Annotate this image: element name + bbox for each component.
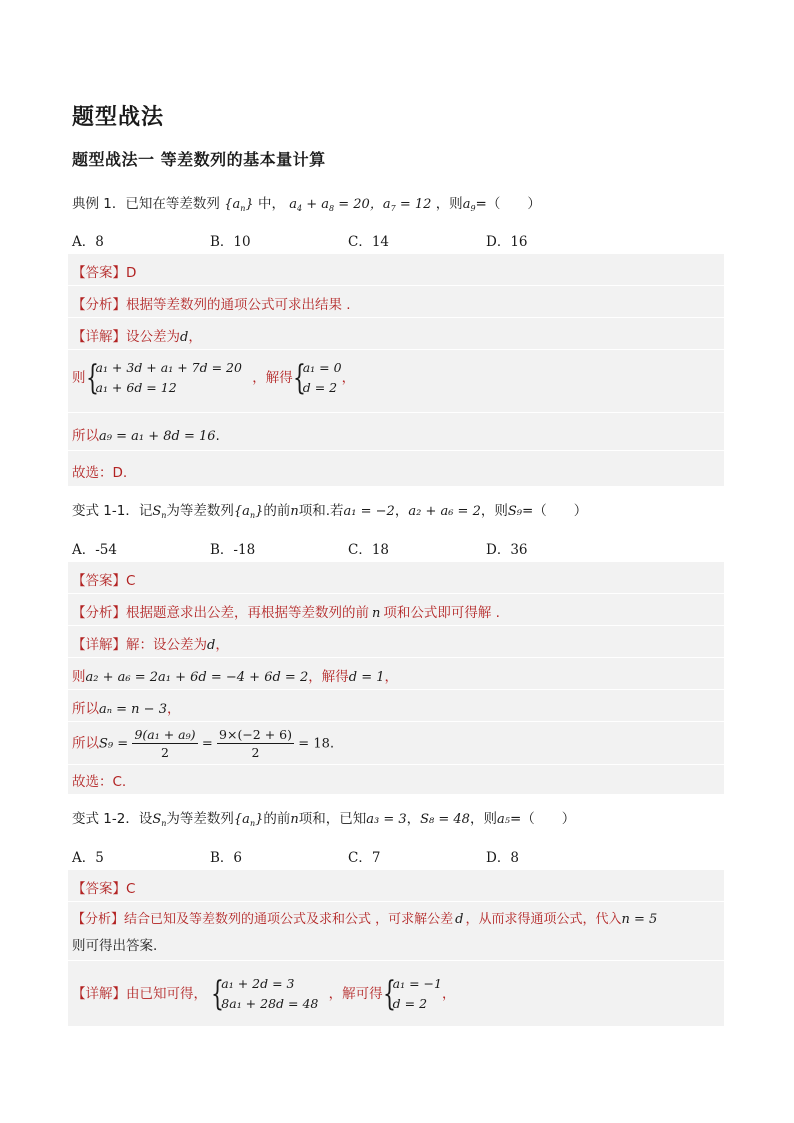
- equation-system: { a₁ + 2d = 3 8a₁ + 28d = 48: [211, 974, 319, 1014]
- answer-row: 【答案】C: [72, 573, 136, 589]
- stem-text: ，则: [435, 196, 463, 212]
- option-c[interactable]: C．7: [348, 850, 381, 866]
- section-heading: 题型战法一 等差数列的基本量计算: [72, 150, 326, 169]
- answer-value: C: [126, 881, 136, 897]
- page-title: 题型战法: [72, 105, 165, 130]
- detail-row-4: 所以S₉ = $\frac{\text{9(a₁ + a₉)}}{2}$ = $\frac{9\times(-2 + 6)}{2}$ = 18.: [72, 727, 335, 760]
- sequence-symbol: $\{a_n\}$: [233, 812, 264, 828]
- problem-2-solution-box: [68, 562, 724, 794]
- stem-text: 中，: [257, 196, 285, 212]
- problem-1-solution-box: [68, 254, 724, 486]
- detail-row-3: 所以a₉ = a₁ + 8d = 16.: [72, 428, 220, 444]
- option-a[interactable]: A．8: [72, 234, 104, 250]
- problem-3-stem: 变式 1-2．设$S_n$为等差数列$\{a_n\}$的前n项和，已知a₃ = 3，S₈ = 48，则a₅=（ ）: [72, 811, 576, 828]
- solution-system: { a₁ = 0 d = 2: [292, 358, 342, 398]
- option-c[interactable]: C．18: [348, 542, 390, 558]
- sum-symbol: $S_n$: [152, 812, 167, 828]
- equation-system: { a₁ + 3d + a₁ + 7d = 20 a₁ + 6d = 12: [85, 358, 242, 398]
- sum-symbol: $S_n$: [152, 504, 167, 520]
- solution-system: { a₁ = −1 d = 2: [382, 974, 442, 1014]
- problem-2-stem: 变式 1-1．记$S_n$为等差数列$\{a_n\}$的前n项和.若a₁ = −2，a₂ + a₆ = 2，则S₉=（ ）: [72, 503, 588, 520]
- analysis-row: 【分析】根据等差数列的通项公式可求出结果 .: [72, 297, 351, 313]
- analysis-row: 【分析】根据题意求出公差，再根据等差数列的前 n 项和公式即可得解 .: [72, 605, 500, 621]
- option-d[interactable]: D．8: [486, 850, 519, 866]
- option-b[interactable]: B．-18: [210, 542, 256, 558]
- detail-row-2: 则a₂ + a₆ = 2a₁ + 6d = −4 + 6d = 2，解得d = 1，: [72, 669, 398, 685]
- analysis-row: 【分析】结合已知及等差数列的通项公式及求和公式 ，可求解公差 d ，从而求得通项公式，代入n = 5: [72, 912, 658, 927]
- detail-row-1: 【详解】解：设公差为d，: [72, 637, 229, 653]
- answer-value: C: [126, 573, 136, 589]
- option-d[interactable]: D．36: [486, 542, 528, 558]
- choose-row: 故选：C.: [72, 774, 127, 790]
- ask-symbol: $a_9$: [462, 197, 476, 213]
- stem-text: =（ ）: [475, 196, 541, 212]
- detail-row-1: 【详解】设公差为d，: [72, 329, 202, 345]
- option-a[interactable]: A．5: [72, 850, 104, 866]
- detail-row-1: 【详解】由已知可得， { a₁ + 2d = 3 8a₁ + 28d = 48 ，解可得 { a₁ = −1 d = 2 ，: [72, 974, 456, 1014]
- sequence-symbol: $\{a_n\}$: [233, 504, 264, 520]
- option-b[interactable]: B．10: [210, 234, 251, 250]
- stem-text: 典例 1．已知在等差数列: [72, 196, 220, 212]
- option-c[interactable]: C．14: [348, 234, 390, 250]
- problem-1-stem: [72, 192, 541, 213]
- condition-1: $a_4 + a_8 = 20$: [289, 197, 370, 213]
- option-b[interactable]: B．6: [210, 850, 243, 866]
- problem-3-solution-box: [68, 870, 724, 1026]
- choose-row: 故选：D.: [72, 465, 128, 481]
- fraction-2: $\frac{9\times(-2 + 6)}{2}$: [219, 727, 292, 760]
- answer-value: D: [126, 265, 137, 281]
- answer-row: 【答案】C: [72, 881, 136, 897]
- detail-row-3: 所以aₙ = n − 3，: [72, 701, 181, 717]
- detail-row-2: 则 { a₁ + 3d + a₁ + 7d = 20 a₁ + 6d = 12 ，解得 { a₁ = 0 d = 2 ，: [72, 358, 356, 398]
- condition-2: ，$a_7 = 12$: [369, 197, 432, 213]
- sequence-symbol: $\{a_n\}$: [224, 197, 254, 213]
- option-a[interactable]: A．-54: [72, 542, 117, 558]
- analysis-row-continued: 则可得出答案.: [72, 938, 158, 954]
- fraction-1: $\frac{\text{9(a₁ + a₉)}}{2}$: [134, 727, 196, 760]
- option-d[interactable]: D．16: [486, 234, 528, 250]
- answer-row: 【答案】D: [72, 265, 137, 281]
